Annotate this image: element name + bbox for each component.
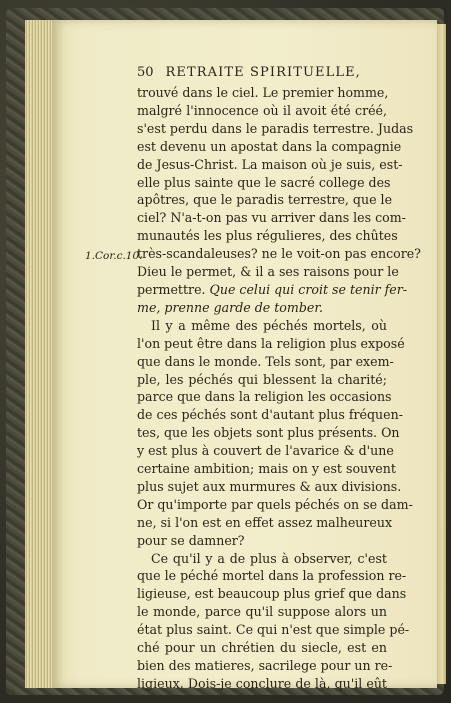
paragraph-3 — [137, 550, 410, 693]
paragraph-1-mixed-line — [137, 281, 408, 299]
text-line: tes, que les objets sont plus présents. On — [137, 425, 400, 441]
margin-reference: 1.Cor.c.10. — [85, 250, 143, 262]
text-line: elle plus sainte que le sacré college des — [137, 174, 391, 190]
paragraph-2 — [137, 317, 413, 550]
next-leaf-edge — [437, 24, 446, 684]
text-line: Ce qu'il y a de plus à observer, c'est — [151, 550, 387, 566]
text-line: le monde, parce qu'il suppose alors un — [137, 604, 387, 620]
text-line: apôtres, que le paradis terrestre, que le — [137, 192, 393, 208]
text-line: de ces péchés sont d'autant plus fréquen- — [137, 407, 403, 423]
text-line: que le péché mortel dans la profession re- — [137, 568, 407, 584]
text-line: y est plus à couvert de l'avarice & d'une — [137, 443, 394, 459]
mixed-line-italic: Que celui qui croit se tenir fer- — [209, 281, 408, 297]
text-line: que dans le monde. Tels sont, par exem- — [137, 353, 394, 369]
text-line: pour se damner? — [137, 532, 245, 548]
text-line: Or qu'importe par quels péchés on se dam- — [137, 496, 413, 512]
text-line: certaine ambition; mais on y est souvent — [137, 461, 396, 477]
text-line: malgré l'innocence où il avoit été créé, — [137, 102, 387, 118]
text-line: ligieuse, est beaucoup plus grief que dans — [137, 586, 407, 602]
text-line: l'on peut être dans la religion plus exposé — [137, 335, 405, 351]
text-line: très-scandaleuses? ne le voit-on pas encore? — [137, 246, 421, 262]
text-line: ché pour un chrétien du siecle, est en — [137, 640, 387, 656]
running-head — [137, 64, 387, 84]
text-line: ligieux. Dois-je conclure de là, qu'il eût — [137, 675, 387, 691]
page-text — [137, 64, 421, 693]
text-line: munautés les plus régulieres, des chûtes — [137, 228, 398, 244]
text-line: Il y a même des péchés mortels, où — [151, 317, 387, 333]
text-line: de Jesus-Christ. La maison où je suis, est- — [137, 156, 403, 172]
text-line: est devenu un apostat dans la compagnie — [137, 138, 402, 154]
text-line: s'est perdu dans le paradis terrestre. Judas — [137, 120, 414, 136]
text-line: bien des matieres, sacrilege pour un re- — [137, 658, 393, 673]
text-line: ne, si l'on est en effet assez malheureux — [137, 514, 393, 530]
text-line: Dieu le permet, & il a ses raisons pour le — [137, 264, 399, 280]
running-title: RETRAITE SPIRITUELLE, — [165, 65, 361, 80]
text-line: parce que dans la religion les occasions — [137, 389, 392, 405]
text-line: état plus saint. Ce qui n'est que simple pé- — [137, 622, 410, 638]
text-line: ple, les péchés qui blessent la charité; — [137, 371, 387, 387]
text-line: trouvé dans le ciel. Le premier homme, — [137, 85, 389, 100]
paragraph-1 — [137, 84, 421, 281]
text-line: ciel? N'a-t-on pas vu arriver dans les com- — [137, 210, 406, 226]
page-number: 50 — [137, 65, 154, 80]
text-line: plus sujet aux murmures & aux divisions. — [137, 478, 402, 494]
paragraph-1-italic-end: me, prenne garde de tomber. — [137, 299, 323, 315]
mixed-line-plain: permettre. — [137, 281, 210, 297]
